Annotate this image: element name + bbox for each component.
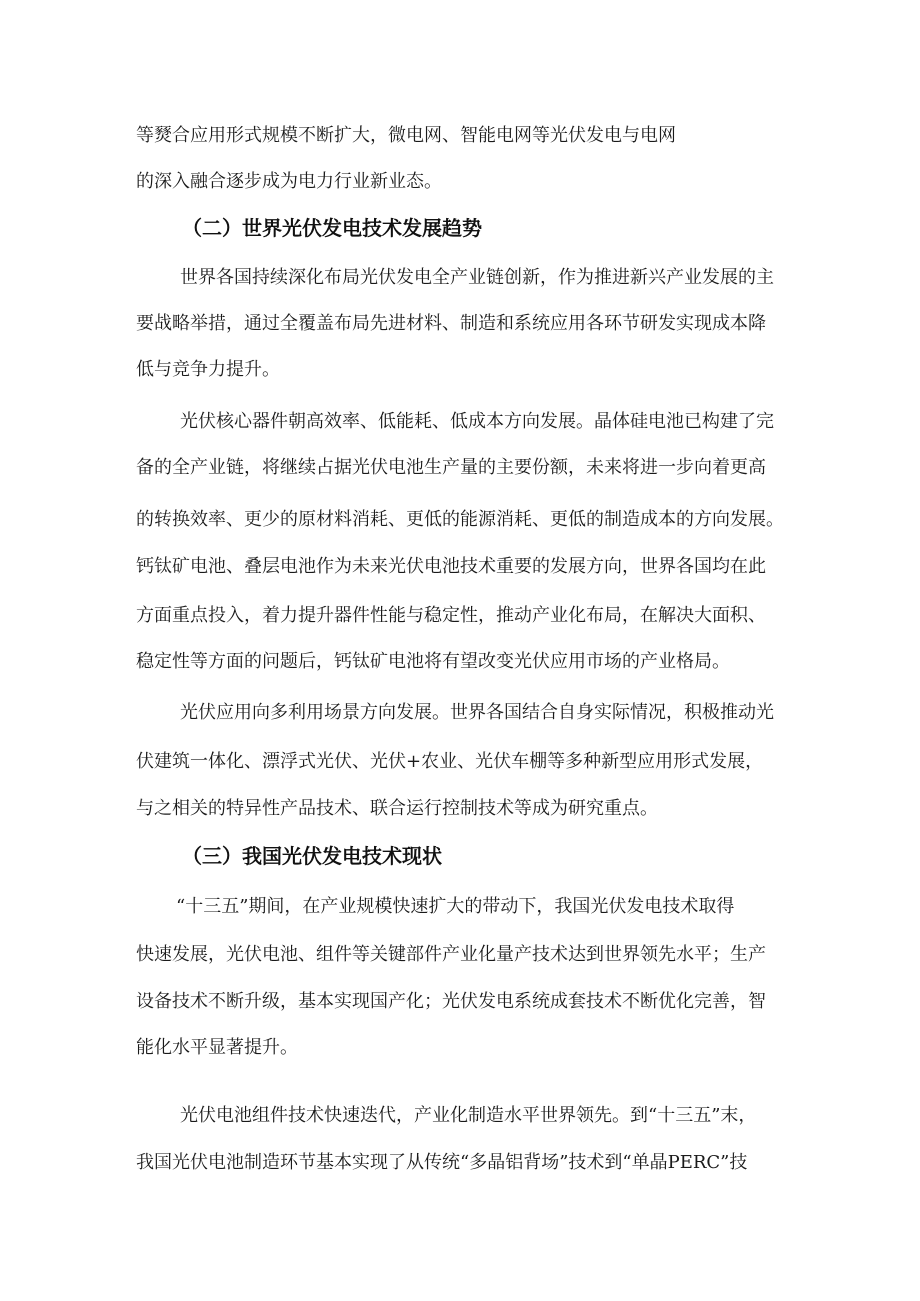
section3-p1-line-1: “十三五”期间，在产业规模快速扩大的带动下，我国光伏发电技术取得: [176, 896, 735, 917]
intro-line-1: 等燹合应用形式规模不断扩大，微电网、智能电网等光伏发电与电网: [136, 125, 676, 146]
intro-line-2: 的深入融合逐步成为电力行业新业态。: [136, 171, 442, 192]
section-heading-world-trends: （二）世界光伏发电技术发展趋势: [182, 216, 482, 240]
section2-p1-line-3: 低与竞争力提升。: [136, 359, 280, 380]
section2-p3-line-3: 与之相关的特异性产品技术、联合运行控制技术等成为研究重点。: [136, 798, 658, 819]
section2-p2-line-3: 的转换效率、更少的原材料消耗、更低的能源消耗、更低的制造成本的方向发展。: [136, 509, 784, 530]
section2-p1-line-2: 要战略举措，通过全覆盖布局先进材料、制造和系统应用各环节研发实现成本降: [136, 313, 766, 334]
section2-p2-line-2: 备的全产业链，将继续占据光伏电池生产量的主要份额，未来将进一步向着更高: [136, 457, 766, 478]
section3-p2-line-2: 我国光伏电池制造环节基本实现了从传统“多晶铝背场”技术到“单晶PERC”技: [136, 1152, 748, 1173]
section2-p2-line-5: 方面重点投入，着力提升器件性能与稳定性，推动产业化布局，在解决大面积、: [136, 605, 766, 626]
section3-p1-line-2: 快速发展，光伏电池、组件等关键部件产业化量产技术达到世界领先水平；生产: [136, 944, 766, 965]
section2-p2-line-1: 光伏核心器件朝高效率、低能耗、低成本方向发展。晶体硅电池已构建了完: [180, 411, 774, 432]
section2-p3-line-2: 伏建筑一体化、漂浮式光伏、光伏+农业、光伏车棚等多种新型应用形式发展，: [136, 751, 764, 772]
section2-p2-line-6: 稳定性等方面的问题后，钙钛矿电池将有望改变光伏应用市场的产业格局。: [136, 651, 730, 672]
section2-p3-line-1: 光伏应用向多利用场景方向发展。世界各国结合自身实际情况，积极推动光: [180, 702, 774, 723]
section3-p1-line-4: 能化水平显著提升。: [136, 1037, 298, 1058]
section3-p2-line-1: 光伏电池组件技术快速迭代，产业化制造水平世界领先。到“十三五”末，: [180, 1105, 757, 1126]
section-heading-china-status: （三）我国光伏发电技术现状: [182, 844, 442, 868]
section2-p2-line-4: 钙钛矿电池、叠层电池作为未来光伏电池技术重要的发展方向，世界各国均在此: [136, 556, 766, 577]
section2-p1-line-1: 世界各国持续深化布局光伏发电全产业链创新，作为推进新兴产业发展的主: [180, 267, 774, 288]
section3-p1-line-3: 设备技术不断升级，基本实现国产化；光伏发电系统成套技术不断优化完善，智: [136, 991, 766, 1012]
